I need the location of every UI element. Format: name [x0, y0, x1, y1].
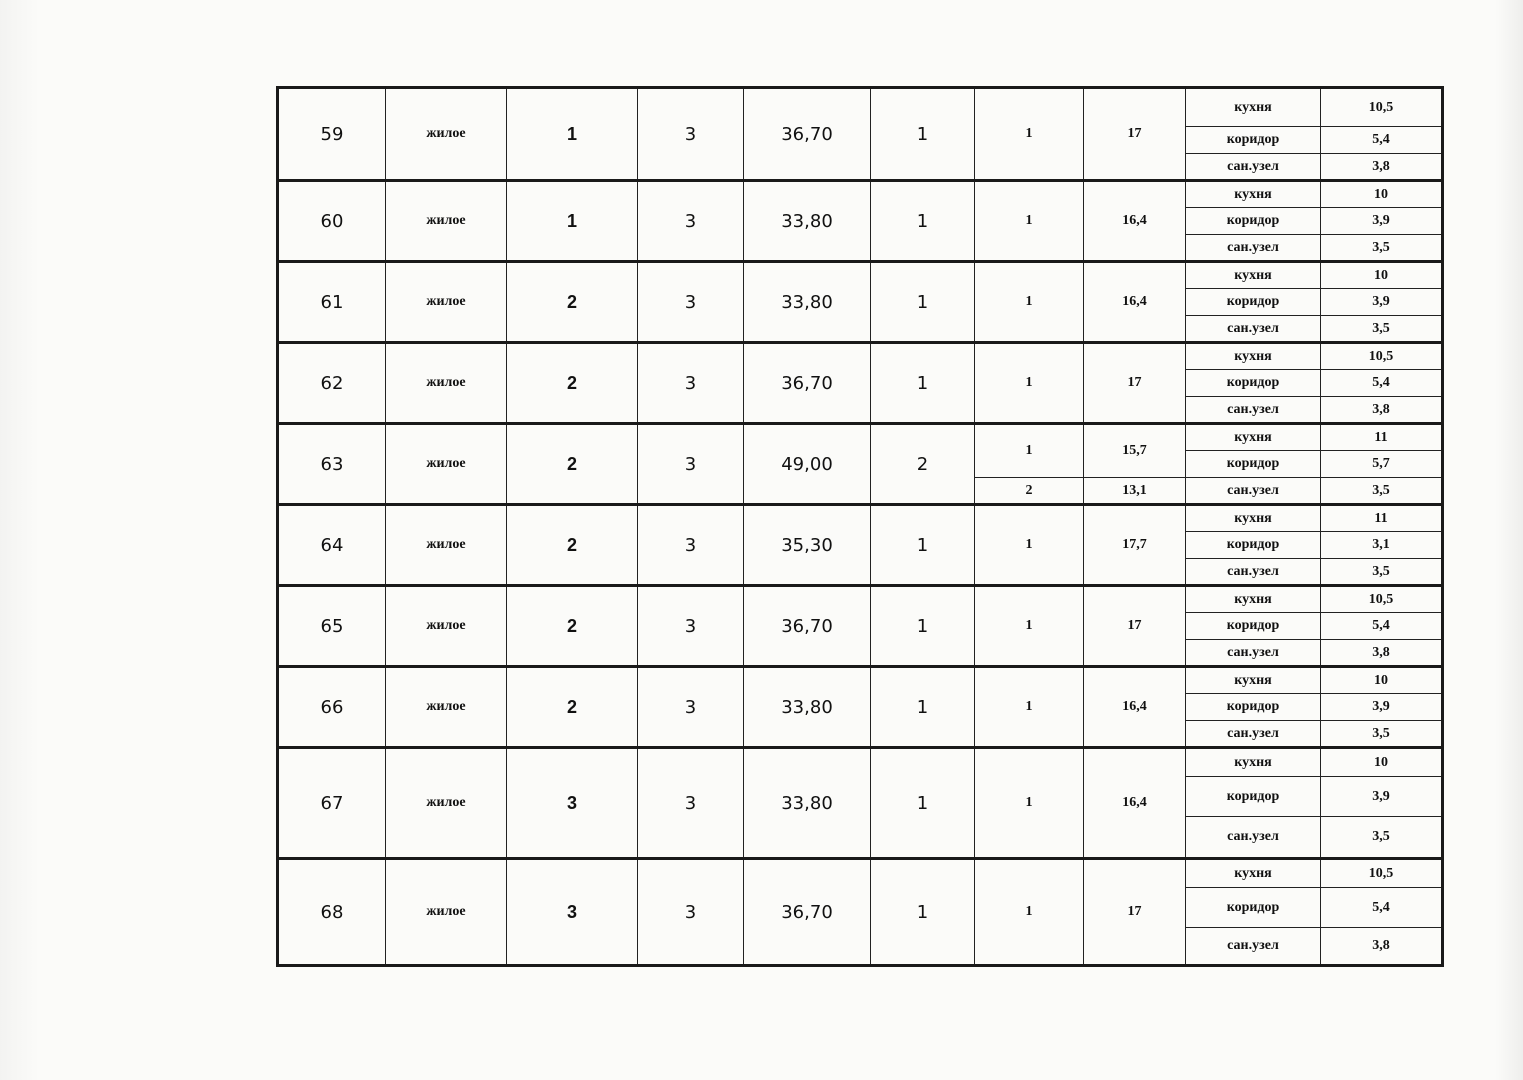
premise-type: жилое [386, 667, 507, 748]
apartment-row [278, 586, 1443, 613]
auxiliary-room-name: коридор [1186, 613, 1321, 640]
auxiliary-room-area: 10 [1321, 667, 1443, 694]
premise-type: жилое [386, 88, 507, 181]
apartment-row [278, 181, 1443, 208]
section-number: 3 [638, 748, 744, 859]
auxiliary-room-name: коридор [1186, 289, 1321, 316]
premise-type: жилое [386, 586, 507, 667]
section-number: 3 [638, 88, 744, 181]
auxiliary-room-name: сан.узел [1186, 478, 1321, 505]
floor-number: 2 [507, 505, 638, 586]
floor-number: 1 [507, 88, 638, 181]
section-number: 3 [638, 505, 744, 586]
floor-number: 2 [507, 343, 638, 424]
scan-shadow-left [0, 0, 40, 1080]
apartment-number: 67 [278, 748, 386, 859]
apartment-number: 61 [278, 262, 386, 343]
living-room-number: 1 [975, 586, 1084, 667]
floor-number: 1 [507, 181, 638, 262]
living-room-number: 1 [975, 748, 1084, 859]
apartment-number: 59 [278, 88, 386, 181]
section-number: 3 [638, 424, 744, 505]
apartment-row [278, 667, 1443, 694]
apartment-row [278, 748, 1443, 777]
total-area: 33,80 [744, 667, 871, 748]
total-area: 49,00 [744, 424, 871, 505]
apartment-number: 63 [278, 424, 386, 505]
living-room-area: 16,4 [1084, 667, 1186, 748]
living-room-number: 1 [975, 343, 1084, 424]
auxiliary-room-area: 3,9 [1321, 208, 1443, 235]
living-room-area: 16,4 [1084, 181, 1186, 262]
total-area: 36,70 [744, 88, 871, 181]
section-number: 3 [638, 667, 744, 748]
auxiliary-room-area: 5,4 [1321, 613, 1443, 640]
apartment-number: 66 [278, 667, 386, 748]
room-count: 1 [871, 667, 975, 748]
total-area: 33,80 [744, 748, 871, 859]
auxiliary-room-name: сан.узел [1186, 559, 1321, 586]
section-number: 3 [638, 181, 744, 262]
total-area: 36,70 [744, 586, 871, 667]
room-count: 1 [871, 586, 975, 667]
auxiliary-room-name: кухня [1186, 667, 1321, 694]
auxiliary-room-name: коридор [1186, 370, 1321, 397]
auxiliary-room-area: 3,8 [1321, 928, 1443, 966]
auxiliary-room-area: 5,4 [1321, 127, 1443, 154]
apartment-row [278, 859, 1443, 888]
auxiliary-room-area: 11 [1321, 505, 1443, 532]
auxiliary-room-area: 3,5 [1321, 817, 1443, 859]
auxiliary-room-name: коридор [1186, 532, 1321, 559]
living-room-area: 15,7 [1084, 424, 1186, 478]
living-room-area: 16,4 [1084, 262, 1186, 343]
auxiliary-room-name: кухня [1186, 586, 1321, 613]
auxiliary-room-name: сан.узел [1186, 235, 1321, 262]
floor-number: 3 [507, 859, 638, 966]
auxiliary-room-name: кухня [1186, 505, 1321, 532]
premise-type: жилое [386, 343, 507, 424]
premise-type: жилое [386, 181, 507, 262]
auxiliary-room-name: сан.узел [1186, 154, 1321, 181]
apartment-number: 60 [278, 181, 386, 262]
auxiliary-room-area: 11 [1321, 424, 1443, 451]
auxiliary-room-name: коридор [1186, 127, 1321, 154]
total-area: 36,70 [744, 343, 871, 424]
living-room-number: 1 [975, 88, 1084, 181]
auxiliary-room-area: 10,5 [1321, 88, 1443, 127]
living-room-number: 1 [975, 505, 1084, 586]
premise-type: жилое [386, 505, 507, 586]
living-room-area: 17,7 [1084, 505, 1186, 586]
auxiliary-room-name: сан.узел [1186, 397, 1321, 424]
total-area: 35,30 [744, 505, 871, 586]
floor-number: 2 [507, 262, 638, 343]
room-count: 1 [871, 748, 975, 859]
auxiliary-room-name: коридор [1186, 694, 1321, 721]
auxiliary-room-area: 3,9 [1321, 777, 1443, 817]
room-count: 1 [871, 262, 975, 343]
auxiliary-room-name: кухня [1186, 424, 1321, 451]
auxiliary-room-name: сан.узел [1186, 721, 1321, 748]
room-count: 1 [871, 88, 975, 181]
premise-type: жилое [386, 262, 507, 343]
auxiliary-room-name: коридор [1186, 208, 1321, 235]
premise-type: жилое [386, 748, 507, 859]
auxiliary-room-area: 3,8 [1321, 154, 1443, 181]
apartment-number: 62 [278, 343, 386, 424]
total-area: 36,70 [744, 859, 871, 966]
auxiliary-room-area: 3,9 [1321, 289, 1443, 316]
auxiliary-room-area: 10 [1321, 262, 1443, 289]
auxiliary-room-area: 5,4 [1321, 370, 1443, 397]
auxiliary-room-area: 3,5 [1321, 316, 1443, 343]
auxiliary-room-name: сан.узел [1186, 817, 1321, 859]
auxiliary-room-area: 10,5 [1321, 343, 1443, 370]
auxiliary-room-area: 5,4 [1321, 888, 1443, 928]
room-count: 1 [871, 859, 975, 966]
apartment-number: 64 [278, 505, 386, 586]
living-room-area: 17 [1084, 88, 1186, 181]
auxiliary-room-area: 10 [1321, 748, 1443, 777]
auxiliary-room-name: сан.узел [1186, 928, 1321, 966]
auxiliary-room-name: кухня [1186, 88, 1321, 127]
floor-number: 3 [507, 748, 638, 859]
auxiliary-room-name: сан.узел [1186, 640, 1321, 667]
apartment-number: 68 [278, 859, 386, 966]
section-number: 3 [638, 586, 744, 667]
auxiliary-room-area: 3,5 [1321, 559, 1443, 586]
apartment-number: 65 [278, 586, 386, 667]
living-room-area: 17 [1084, 343, 1186, 424]
room-count: 2 [871, 424, 975, 505]
auxiliary-room-area: 3,5 [1321, 478, 1443, 505]
auxiliary-room-area: 3,5 [1321, 235, 1443, 262]
room-count: 1 [871, 181, 975, 262]
living-room-number: 1 [975, 859, 1084, 966]
total-area: 33,80 [744, 262, 871, 343]
apartment-row [278, 424, 1443, 451]
auxiliary-room-area: 3,8 [1321, 640, 1443, 667]
floor-number: 2 [507, 424, 638, 505]
auxiliary-room-area: 3,1 [1321, 532, 1443, 559]
apartment-row [278, 88, 1443, 127]
auxiliary-room-name: кухня [1186, 859, 1321, 888]
floor-number: 2 [507, 667, 638, 748]
section-number: 3 [638, 343, 744, 424]
auxiliary-room-name: кухня [1186, 262, 1321, 289]
living-room-area: 17 [1084, 859, 1186, 966]
section-number: 3 [638, 262, 744, 343]
auxiliary-room-name: сан.узел [1186, 316, 1321, 343]
auxiliary-room-area: 10 [1321, 181, 1443, 208]
living-room-number: 1 [975, 262, 1084, 343]
auxiliary-room-area: 3,8 [1321, 397, 1443, 424]
section-number: 3 [638, 859, 744, 966]
total-area: 33,80 [744, 181, 871, 262]
auxiliary-room-name: кухня [1186, 343, 1321, 370]
auxiliary-room-name: кухня [1186, 748, 1321, 777]
auxiliary-room-area: 3,9 [1321, 694, 1443, 721]
living-room-number: 1 [975, 667, 1084, 748]
apartments-table [276, 86, 1444, 967]
apartment-row [278, 262, 1443, 289]
living-room-number: 1 [975, 181, 1084, 262]
auxiliary-room-area: 10,5 [1321, 859, 1443, 888]
auxiliary-room-area: 10,5 [1321, 586, 1443, 613]
auxiliary-room-name: кухня [1186, 181, 1321, 208]
auxiliary-room-area: 5,7 [1321, 451, 1443, 478]
auxiliary-room-name: коридор [1186, 888, 1321, 928]
living-room-number: 1 [975, 424, 1084, 478]
apartment-row [278, 505, 1443, 532]
premise-type: жилое [386, 424, 507, 505]
living-room-area: 13,1 [1084, 478, 1186, 505]
floor-number: 2 [507, 586, 638, 667]
living-room-area: 17 [1084, 586, 1186, 667]
auxiliary-room-area: 3,5 [1321, 721, 1443, 748]
premise-type: жилое [386, 859, 507, 966]
room-count: 1 [871, 505, 975, 586]
room-count: 1 [871, 343, 975, 424]
living-room-area: 16,4 [1084, 748, 1186, 859]
apartment-row [278, 343, 1443, 370]
scan-shadow-right [1495, 0, 1523, 1080]
auxiliary-room-name: коридор [1186, 777, 1321, 817]
living-room-number: 2 [975, 478, 1084, 505]
auxiliary-room-name: коридор [1186, 451, 1321, 478]
